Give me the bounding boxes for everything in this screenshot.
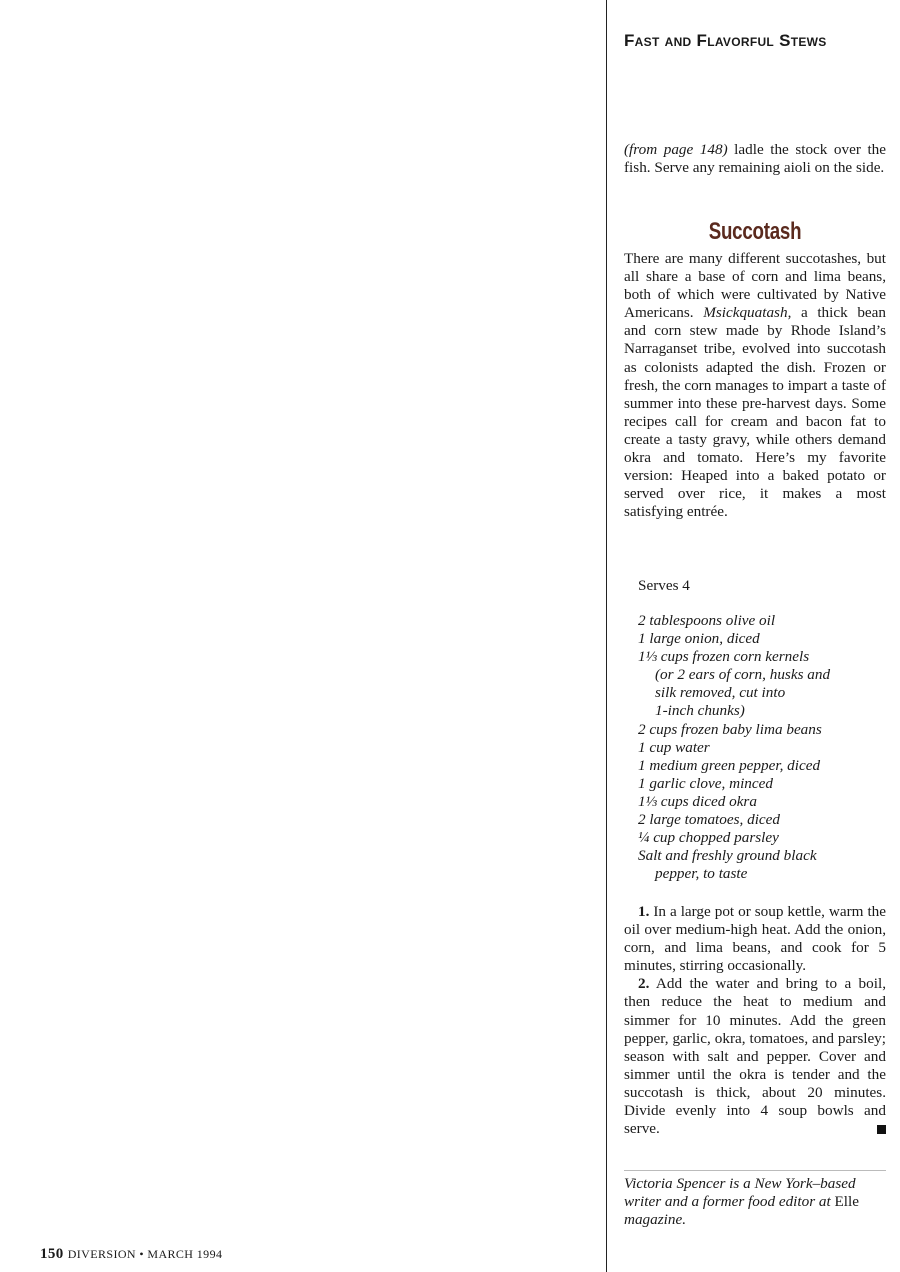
ingredient-item: 1⅓ cups diced okra: [638, 792, 757, 810]
ingredient-item-continued: pepper, to taste: [655, 865, 748, 883]
ingredient-item: 2 tablespoons olive oil: [638, 612, 776, 629]
recipe-story: [624, 250, 886, 521]
step-number: 2.: [638, 975, 650, 993]
publication-line: DIVERSION • MARCH 1994: [67, 1247, 223, 1261]
continued-from-ref: (from page 148): [624, 141, 728, 158]
step-text: Add the water and bring to a boil, then reduce the heat to medium and simmer for 10 minutes. Add the green pepper, garlic, okra, tomatoes, and parsley; season with salt and pepper. Cover and simmer until the okra is tender and the succotash is thick, about 20 minutes. Divide evenly into 4 soup bowls and serve.: [624, 975, 886, 1138]
step-number: 1.: [638, 903, 650, 920]
page-number: 150: [40, 1246, 64, 1262]
bio-text-1: Victoria Spencer is a New York–based writer and a former food editor at: [624, 1175, 856, 1211]
ingredient-item-continued: (or 2 ears of corn, husks and: [655, 666, 831, 684]
ingredient-item: 1 garlic clove, minced: [638, 774, 773, 792]
bio-divider: [624, 1170, 886, 1171]
ingredient-item: 2 large tomatoes, diced: [638, 811, 781, 829]
ingredient-item: 1 medium green pepper, diced: [638, 756, 821, 774]
continued-intro: [624, 141, 886, 177]
recipe-title: Succotash: [708, 218, 802, 245]
bio-text-2: magazine.: [624, 1211, 687, 1229]
ingredient-item: 1⅓ cups frozen corn kernels: [638, 648, 810, 666]
bio-magazine-name: Elle: [834, 1193, 859, 1211]
author-bio: [624, 1175, 886, 1229]
ingredient-item: 1 large onion, diced: [638, 630, 760, 648]
ingredient-item: Salt and freshly ground black: [638, 847, 817, 865]
step-text: In a large pot or soup kettle, warm the oil over medium-high heat. Add the onion, corn, and lima beans, and cook for 5 minutes, stirring occasionally.: [624, 903, 886, 975]
recipe-step: [624, 903, 886, 975]
recipe-step: [624, 975, 886, 1138]
ingredient-item: 1 cup water: [638, 738, 710, 756]
story-text-1: There are many different succotashes, but all share a base of corn and lima beans, both of which were cultivated by Native Americans.: [624, 250, 886, 322]
section-header: Fast and Flavorful Stews: [624, 31, 827, 50]
column-divider-rule: [606, 0, 607, 1272]
story-italic-term: Msickquatash: [703, 304, 788, 322]
story-text-2: , a thick bean and corn stew made by Rhode Island’s Narraganset tribe, evolved into succotash as colonists adapted the dish. Frozen or fresh, the corn manages to impart a taste of summer into these pre-harvest days. Some recipes call for cream and bacon fat to create a tasty gravy, while others demand okra and tomato. Here’s my favorite version: Heaped into a baked potato or served over rice, it makes a most satisfying entrée.: [624, 304, 886, 521]
ingredient-item: ¼ cup chopped parsley: [638, 829, 779, 847]
recipe-steps: [624, 903, 886, 1138]
ingredient-item: 2 cups frozen baby lima beans: [638, 720, 822, 738]
serves-line: Serves 4: [638, 577, 690, 594]
ingredient-list: [638, 612, 888, 883]
ingredient-item-continued: silk removed, cut into: [655, 684, 786, 702]
page-footer: [40, 1246, 222, 1263]
end-of-article-mark: [877, 1125, 886, 1134]
intro-text: ladle the stock over the fish. Serve any remaining aioli on the side.: [624, 141, 887, 177]
ingredient-item-continued: 1-inch chunks): [655, 702, 745, 720]
